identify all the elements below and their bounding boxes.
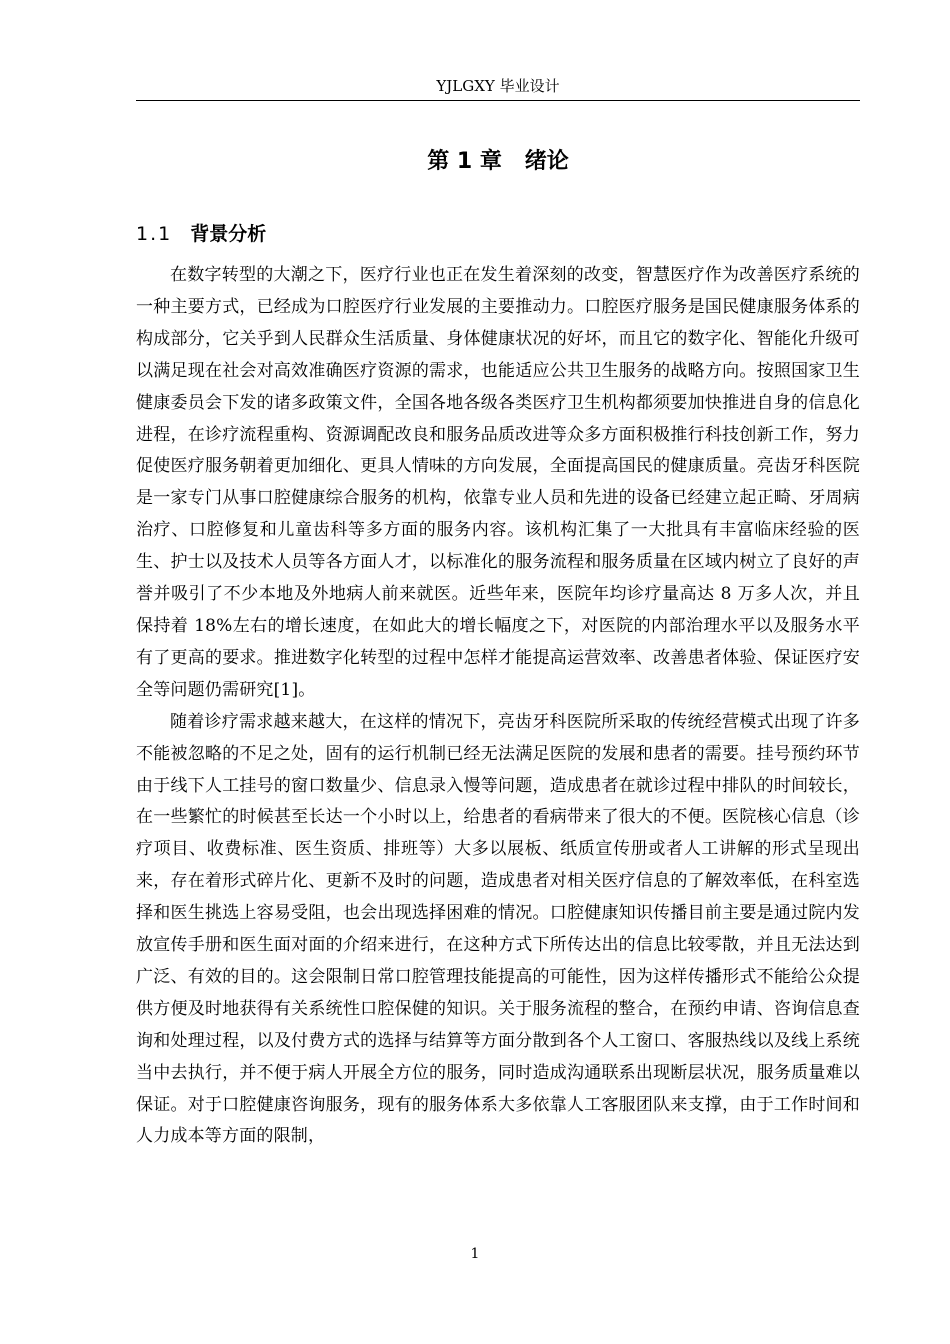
header-rule [136,100,860,101]
section-number: 1.1 [136,223,173,245]
section-heading [136,220,266,248]
section-title: 背景分析 [190,223,267,245]
paragraph: 在数字转型的大潮之下，医疗行业也正在发生着深刻的改变，智慧医疗作为改善医疗系统的一种主要方式，已经成为口腔医疗行业发展的主要推动力。口腔医疗服务是国民健康服务体系的构成部分，它关乎到人民群众生活质量、身体健康状况的好坏，而且它的数字化、智能化升级可以满足现在社会对高效准确医疗资源的需求，也能适应公共卫生服务的战略方向。按照国家卫生健康委员会下发的诸多政策文件，全国各地各级各类医疗卫生机构都须要加快推进自身的信息化进程，在诊疗流程重构、资源调配改良和服务品质改进等众多方面积极推行科技创新工作，努力促使医疗服务朝着更加细化、更具人情味的方向发展，全面提高国民的健康质量。亮齿牙科医院是一家专门从事口腔健康综合服务的机构，依靠专业人员和先进的设备已经建立起正畸、牙周病治疗、口腔修复和儿童齿科等多方面的服务内容。该机构汇集了一大批具有丰富临床经验的医生、护士以及技术人员等各方面人才，以标准化的服务流程和服务质量在区域内树立了良好的声誉并吸引了不少本地及外地病人前来就医。近些年来，医院年均诊疗量高达 8 万多人次，并且保持着 18%左右的增长速度，在如此大的增长幅度之下，对医院的内部治理水平以及服务水平有了更高的要求。推进数字化转型的过程中怎样才能提高运营效率、改善患者体验、保证医疗安全等问题仍需研究[1]。 [136,265,860,700]
paragraph: 随着诊疗需求越来越大，在这样的情况下，亮齿牙科医院所采取的传统经营模式出现了许多不能被忽略的不足之处，固有的运行机制已经无法满足医院的发展和患者的需要。挂号预约环节由于线下人工挂号的窗口数量少、信息录入慢等问题，造成患者在就诊过程中排队的时间较长，在一些繁忙的时候甚至长达一个小时以上，给患者的看病带来了很大的不便。医院核心信息（诊疗项目、收费标准、医生资质、排班等）大多以展板、纸质宣传册或者人工讲解的形式呈现出来，存在着形式碎片化、更新不及时的问题，造成患者对相关医疗信息的了解效率低，在科室选择和医生挑选上容易受阻，也会出现选择困难的情况。口腔健康知识传播目前主要是通过院内发放宣传手册和医生面对面的介绍来进行，在这种方式下所传达出的信息比较零散，并且无法达到广泛、有效的目的。这会限制日常口腔管理技能提高的可能性，因为这样传播形式不能给公众提供方便及时地获得有关系统性口腔保健的知识。关于服务流程的整合，在预约申请、咨询信息查询和处理过程，以及付费方式的选择与结算等方面分散到各个人工窗口、客服热线以及线上系统当中去执行，并不便于病人开展全方位的服务，同时造成沟通联系出现断层状况，服务质量难以保证。对于口腔健康咨询服务，现有的服务体系大多依靠人工客服团队来支撑，由于工作时间和人力成本等方面的限制， [136,711,860,1147]
running-header: YJLGXY 毕业设计 [436,77,560,95]
page-number: 1 [470,1246,480,1262]
body-text [136,260,860,1153]
chapter-title: 第 1 章 绪论 [427,149,569,174]
